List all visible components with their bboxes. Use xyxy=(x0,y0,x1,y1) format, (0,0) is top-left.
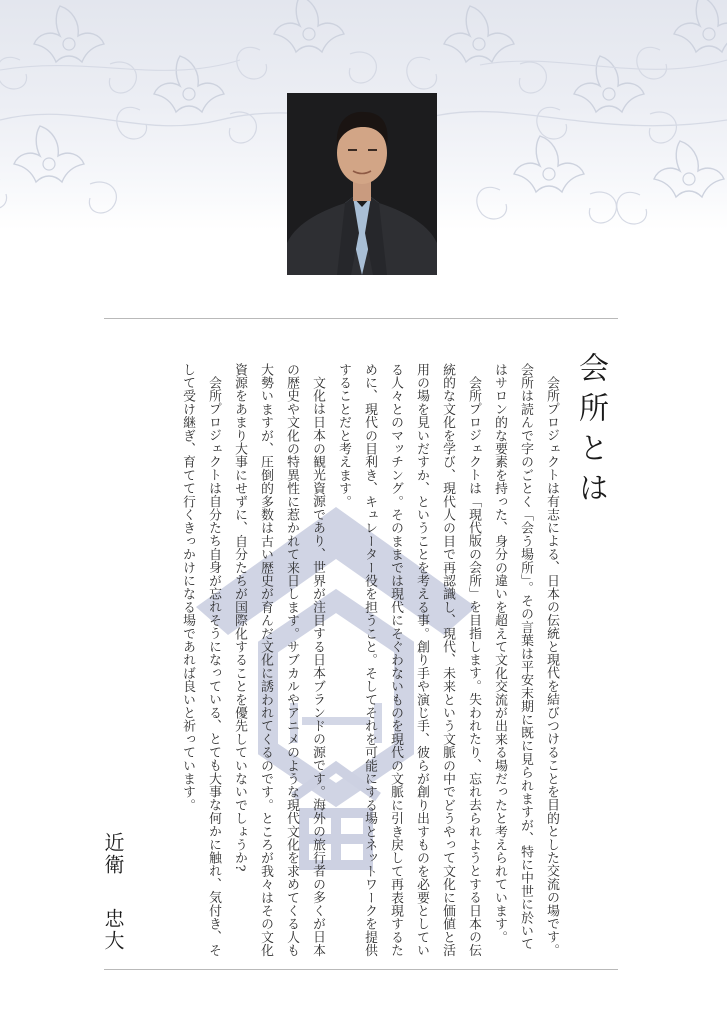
portrait-photo xyxy=(287,93,437,275)
top-divider xyxy=(104,318,618,319)
article-title: 会所とは xyxy=(573,352,608,512)
person-portrait-icon xyxy=(287,93,437,275)
paragraph-2: 会所プロジェクトは「現代版の会所」を目指します。失われたり、忘れ去られようとする日本の伝統的な文化を学び、現代人の目で再認識し、現代、未来という文脈の中でどうやって文化に価値と活用の場を見いだすか、ということを考える事。創り手や演じ手、彼らが創り出すものを必要としている人々とのマッチング。そのままでは現代にそぐわないものを現代の文脈に引き戻して再表現するために、現代の目利き、キュレーター役を担うこと。そしてそれを可能にする場とネットワークを提供することだと考えます。 xyxy=(336,363,481,957)
paragraph-4: 会所プロジェクトは自分たち自身が忘れそうになっている、とても大事な何かに触れ、気付き、そして受け継ぎ、育てて行くきっかけになる場であれば良いと祈っています。 xyxy=(180,363,221,957)
bottom-divider xyxy=(104,969,618,970)
paragraph-1: 会所プロジェクトは有志による、日本の伝統と現代を結びつけることを目的とした交流の場です。会所は読んで字のごとく「会う場所」。その言葉は平安末期に既に見られますが、特に中世に於いてはサロン的な要素を持った、身分の違いを超えて文化交流が出来る場だったと考えられています。 xyxy=(492,363,559,957)
article-body xyxy=(174,363,564,963)
author-family-name: 近衛 xyxy=(101,832,125,876)
author-signature xyxy=(103,832,123,952)
author-given-name: 忠大 xyxy=(101,908,125,952)
paragraph-3: 文化は日本の観光資源であり、世界が注目する日本ブランドの源です。海外の旅行者の多くが日本の歴史や文化の特異性に惹かれて来日します。サブカルやアニメのような現代文化を求めてくる人も大勢いますが、圧倒的多数は古い歴史が育んだ文化に誘われてくるのです。ところが我々はその文化資源をあまり大事にせずに、自分たちが国際化することを優先していないでしょうか? xyxy=(232,363,325,957)
